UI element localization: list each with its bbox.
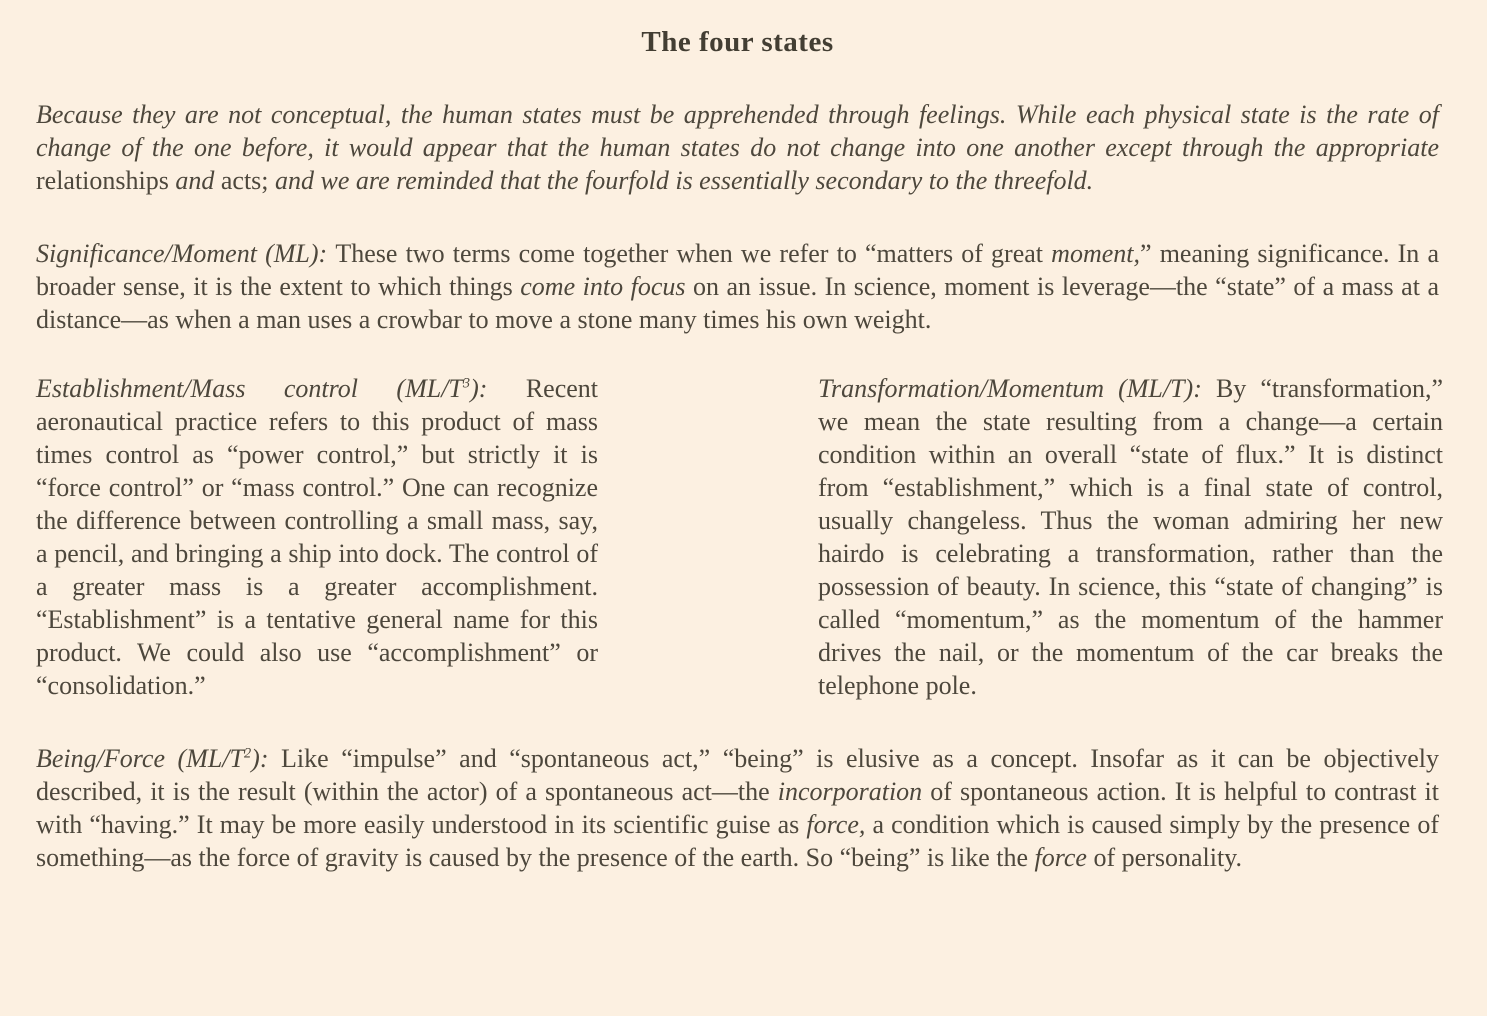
- intro-paragraph: Because they are not conceptual, the human states must be apprehended through feelings. While each physical state is the rate of change of the one before, it would appear that the human states do not change into one another except through the appropriate relationships and acts; and we are reminded that the fourfold is essentially secondary to the threefold.: [36, 100, 1439, 195]
- transformation-momentum-column: Transformation/Momentum (ML/T): By “transformation,” we mean the state resulting from a change—a certain condition within an overall “state of flux.” It is distinct from “establishment,” which is a final state of control, usually changeless. Thus the woman admiring her new hairdo is celebrating a transformation, rather than the possession of beauty. In science, this “state of changing” is called “momentum,” as the momentum of the hammer drives the nail, or the momentum of the car breaks the telephone pole.: [818, 374, 1443, 700]
- being-force-paragraph: Being/Force $(ML/T^2)$: Like “impulse” and “spontaneous act,” “being” is elusive as a concept. Insofar as it can be objectively described, it is the result (within the actor) of a spontaneous act—the incorporation of spontaneous action. It is helpful to contrast it with “having.” It may be more easily understood in its scientific guise as force, a condition which is caused simply by the presence of something—as the force of gravity is caused by the presence of the earth. So “being” is like the force of personality.: [36, 744, 1440, 872]
- establishment-mass-control-column: Establishment/Mass control $(ML/T^3)$: Recent aeronautical practice refers to this product of mass times control as “power control,” but strictly it is “force control” or “mass control.” One can recognize the difference between controlling a small mass, say, a pencil, and bringing a ship into dock. The control of a greater mass is a greater accomplishment. “Establishment” is a tentative general name for this product. We could also use “accomplishment” or “consolidation.”: [36, 374, 598, 700]
- significance-moment-paragraph: Significance/Moment (ML): These two terms come together when we refer to “matters of great moment,” meaning significance. In a broader sense, it is the extent to which things come into focus on an issue. In science, moment is leverage—the “state” of a mass at a distance—as when a man uses a crowbar to move a stone many times his own weight.: [36, 239, 1440, 334]
- two-column-section: [36, 372, 1443, 702]
- page-title: The four states: [641, 26, 834, 58]
